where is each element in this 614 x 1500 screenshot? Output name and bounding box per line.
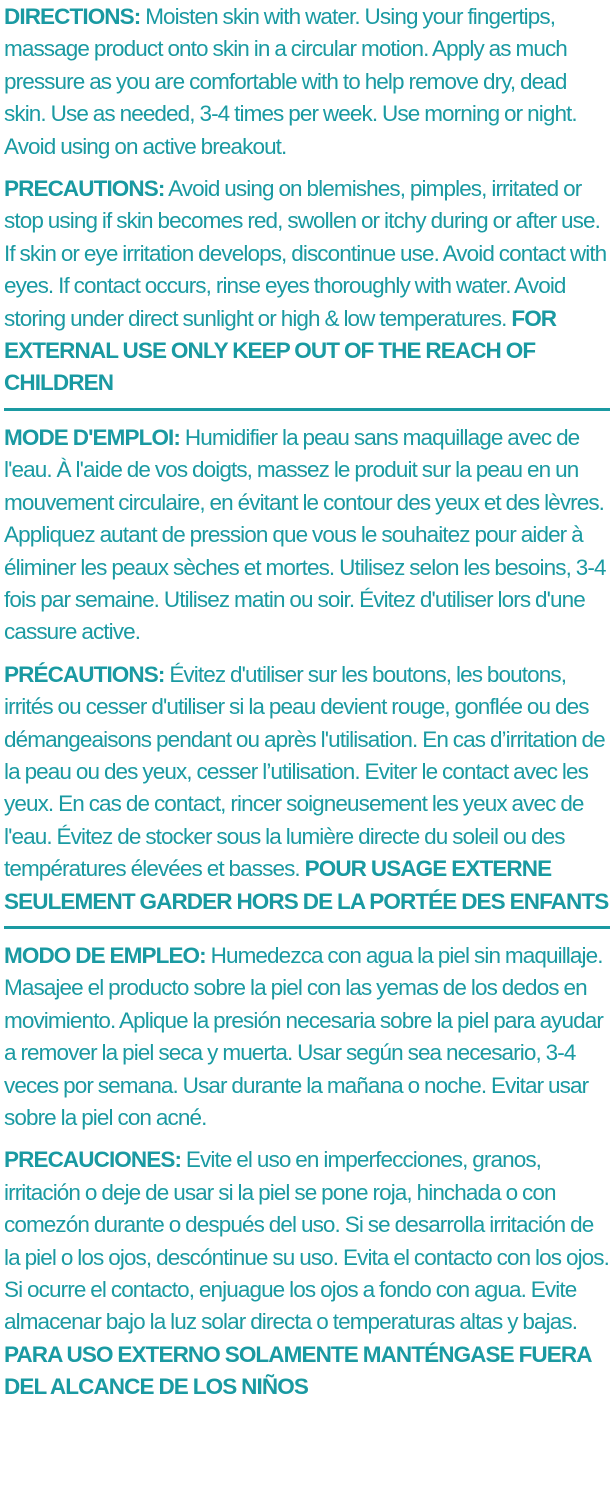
english-directions bbox=[4, 1, 610, 163]
english-precautions bbox=[4, 173, 610, 400]
english-directions-text: Moisten skin with water. Using your fingertips, massage product onto skin in a circular motion. Apply as much pressure as you are comfortable with to help remove dry, dead skin. Use as needed, 3-4 times per week. Use morning or night. Avoid using on active breakout. bbox=[4, 4, 577, 159]
spanish-directions-text: Humedezca con agua la piel sin maquillaje. Masajee el producto sobre la piel con las yemas de los dedos en movimiento. Aplique la presión necesaria sobre la piel para ayudar a remover la piel seca y muerta. Usar según sea necesario, 3-4 veces por semana. Usar durante la mañana o noche. Evitar usar sobre la piel con acné. bbox=[4, 942, 603, 1130]
spanish-section bbox=[4, 940, 610, 1404]
french-precautions-text: Évitez d'utiliser sur les boutons, les boutons, irrités ou cesser d'utiliser si la peau devient rouge, gonflée ou des démangeaisons pendant ou après l'utilisation. En cas d’irritation de la peau ou des yeux, cesser l’utilisation. Eviter le contact avec les yeux. En cas de contact, rincer soigneusement les yeux avec de l'eau. Évitez de stocker sous la lumière directe du soleil ou des températures élevées et basses. bbox=[4, 661, 605, 882]
french-section bbox=[4, 422, 610, 918]
section-divider-1 bbox=[4, 408, 610, 411]
spanish-precautions bbox=[4, 1144, 610, 1403]
french-warning: POUR USAGE EXTERNE SEULEMENT GARDER HORS DE LA PORTÉE DES ENFANTS bbox=[4, 856, 609, 914]
french-directions-label: MODE D'EMPLOI: bbox=[4, 424, 180, 450]
french-directions bbox=[4, 422, 610, 649]
spanish-precautions-label: PRECAUCIONES: bbox=[4, 1147, 182, 1173]
english-warning: FOR EXTERNAL USE ONLY KEEP OUT OF THE REACH OF CHILDREN bbox=[4, 305, 557, 396]
spanish-directions bbox=[4, 940, 610, 1134]
french-directions-text: Humidifier la peau sans maquillage avec de l'eau. À l'aide de vos doigts, massez le produit sur la peau en un mouvement circulaire, en évitant le contour des yeux et des lèvres. Appliquez autant de pression que vous le souhaitez pour aider à éliminer les peaux sèches et mortes. Utilisez selon les besoins, 3-4 fois par semaine. Utilisez matin ou soir. Évitez d'utiliser lors d'une cassure active. bbox=[4, 424, 606, 645]
french-precautions bbox=[4, 659, 610, 918]
english-section bbox=[4, 0, 610, 400]
spanish-warning: PARA USO EXTERNO SOLAMENTE MANTÉNGASE FUERA DEL ALCANCE DE LOS NIÑOS bbox=[4, 1341, 591, 1400]
french-precautions-label: PRÉCAUTIONS: bbox=[4, 661, 165, 687]
english-precautions-text: Avoid using on blemishes, pimples, irritated or stop using if skin becomes red, swollen or itchy during or after use. If skin or eye irritation develops, discontinue use. Avoid contact with eyes. If contact occurs, rinse eyes thoroughly with water. Avoid storing under direct sunlight or high & low temperatures. bbox=[4, 176, 607, 331]
spanish-precautions-text: Evite el uso en imperfecciones, granos, irritación o deje de usar si la piel se pone roja, hinchada o con comezón durante o después del uso. Si se desarrolla irritación de la piel o los ojos, descóntinue su uso. Evita el contacto con los ojos. Si ocurre el contacto, enjuague los ojos a fondo con agua. Evite almacenar bajo la luz solar directa o temperaturas altas y bajas. bbox=[4, 1147, 609, 1335]
section-divider-2 bbox=[4, 926, 610, 929]
english-precautions-label: PRECAUTIONS: bbox=[4, 176, 165, 202]
spanish-directions-label: MODO DE EMPLEO: bbox=[4, 942, 206, 968]
english-directions-label: DIRECTIONS: bbox=[4, 4, 141, 29]
